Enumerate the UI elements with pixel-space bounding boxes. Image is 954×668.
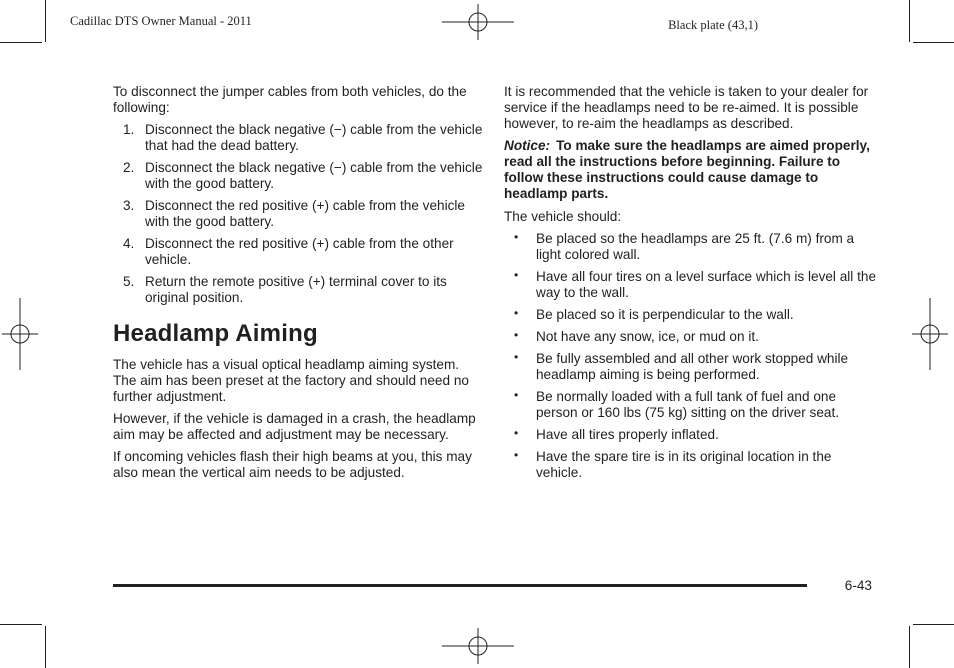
step-text: Disconnect the red positive (+) cable from the vehicle with the good battery.: [145, 198, 465, 229]
list-item: [504, 351, 879, 383]
service-recommendation: It is recommended that the vehicle is taken to your dealer for service if the headlamps need to be re-aimed. It is possible however, to re-aim the headlamps as described.: [504, 84, 869, 131]
step-text: Disconnect the red positive (+) cable from the other vehicle.: [145, 236, 454, 267]
list-item: [504, 449, 879, 481]
step-number: 4.: [123, 236, 135, 251]
list-item: [504, 269, 879, 301]
crop-mark: [45, 0, 46, 42]
list-item: [113, 122, 483, 154]
crop-mark: [913, 42, 954, 43]
step-text: Disconnect the black negative (−) cable from the vehicle with the good battery.: [145, 160, 483, 191]
body-paragraph: The vehicle has a visual optical headlamp aiming system. The aim has been preset at the factory and should need no further adjustment.: [113, 357, 469, 404]
bullet-icon: •: [514, 350, 519, 364]
notice-label: Notice:: [504, 138, 551, 153]
step-number: 1.: [123, 122, 135, 137]
disconnect-steps-list: [113, 122, 483, 306]
bullet-text: Not have any snow, ice, or mud on it.: [536, 329, 759, 344]
crop-mark: [913, 624, 954, 625]
should-intro: The vehicle should:: [504, 209, 622, 224]
body-paragraph: However, if the vehicle is damaged in a crash, the headlamp aim may be affected and adjustment may be necessary.: [113, 411, 476, 442]
bullet-text: Be placed so the headlamps are 25 ft. (7.6 m) from a light colored wall.: [536, 231, 855, 262]
bullet-icon: •: [514, 388, 519, 402]
step-text: Return the remote positive (+) terminal cover to its original position.: [145, 274, 447, 305]
crop-mark: [0, 42, 42, 43]
bullet-icon: •: [514, 230, 519, 244]
bullet-text: Have all tires properly inflated.: [536, 427, 719, 442]
list-item: [113, 236, 483, 268]
page-number: 6-43: [844, 578, 872, 593]
crop-mark: [45, 626, 46, 668]
step-text: Disconnect the black negative (−) cable from the vehicle that had the dead battery.: [145, 122, 483, 153]
registration-mark-icon: [442, 4, 514, 40]
requirements-list: [504, 231, 879, 481]
section-heading: Headlamp Aiming: [113, 320, 318, 347]
list-item: [504, 307, 879, 323]
step-number: 2.: [123, 160, 135, 175]
registration-mark-icon: [2, 298, 38, 370]
footer-rule: [113, 584, 807, 587]
step-number: 3.: [123, 198, 135, 213]
right-column: [504, 84, 879, 487]
list-item: [113, 198, 483, 230]
list-item: [504, 427, 879, 443]
bullet-icon: •: [514, 306, 519, 320]
crop-mark: [909, 626, 910, 668]
bullet-text: Have all four tires on a level surface which is level all the way to the wall.: [536, 269, 877, 300]
registration-mark-icon: [442, 628, 514, 664]
bullet-text: Be normally loaded with a full tank of fuel and one person or 160 lbs (75 kg) sitting on the driver seat.: [536, 389, 839, 420]
list-item: [504, 389, 879, 421]
list-item: [504, 231, 879, 263]
left-column: [113, 84, 483, 487]
bullet-icon: •: [514, 448, 519, 462]
step-number: 5.: [123, 274, 135, 289]
plate-header: Black plate (43,1): [668, 18, 758, 32]
bullet-text: Be fully assembled and all other work stopped while headlamp aiming is being performed.: [536, 351, 849, 382]
bullet-text: Have the spare tire is in its original location in the vehicle.: [536, 449, 832, 480]
list-item: [113, 274, 483, 306]
bullet-icon: •: [514, 426, 519, 440]
registration-mark-icon: [912, 298, 948, 370]
disconnect-intro: To disconnect the jumper cables from both vehicles, do the following:: [113, 84, 467, 115]
notice-block: [504, 138, 879, 202]
bullet-icon: •: [514, 328, 519, 342]
crop-mark: [0, 624, 42, 625]
bullet-text: Be placed so it is perpendicular to the wall.: [536, 307, 794, 322]
notice-text: To make sure the headlamps are aimed properly, read all the instructions before beginning. Failure to follow these instructions could cause damage to headlamp parts.: [504, 138, 870, 201]
list-item: [504, 329, 879, 345]
manual-title-header: Cadillac DTS Owner Manual - 2011: [70, 14, 252, 28]
list-item: [113, 160, 483, 192]
bullet-icon: •: [514, 268, 519, 282]
crop-mark: [909, 0, 910, 42]
body-paragraph: If oncoming vehicles flash their high beams at you, this may also mean the vertical aim needs to be adjusted.: [113, 449, 472, 480]
